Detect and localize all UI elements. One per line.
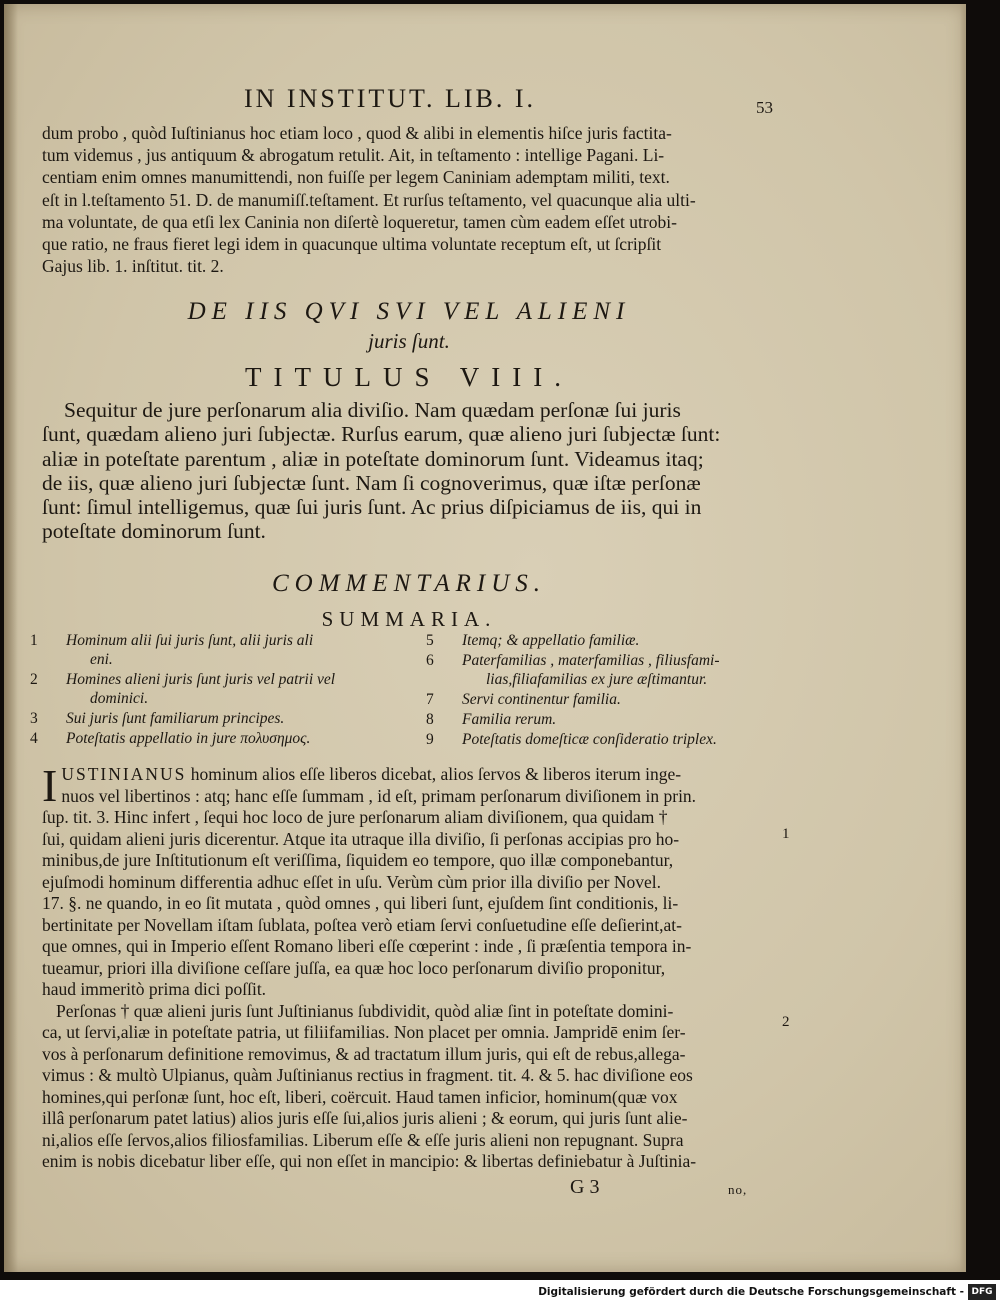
book-page xyxy=(4,4,966,1272)
summary-line: lias,filiafamilias ex jure æſtimantur. xyxy=(486,671,708,688)
text-line: que ratio, ne fraus fieret legi idem in quacunque ultima voluntate receptum eſt, ut ſcripſit xyxy=(42,234,662,255)
catchword: no, xyxy=(728,1182,748,1197)
text-line: ſui, quidam alieni juris dicerentur. Atque ita utraque illa diviſio, ſi perſonas accipias pro ho- xyxy=(42,828,680,849)
text-line: vos à perſonarum definitione removimus, & ad tractatum illum juris, qui eſt de rebus,allega- xyxy=(42,1043,686,1064)
summary-text: Servi continentur familia. xyxy=(462,691,621,708)
intro-paragraph xyxy=(42,122,776,277)
section-title: DE IIS QVI SVI VEL ALIENI xyxy=(187,298,631,325)
summary-item xyxy=(422,730,782,749)
summary-number: 7 xyxy=(426,691,434,708)
text-fragment: hominum alios eſſe liberos dicebat, alios ſervos & liberos iterum inge- xyxy=(186,764,682,784)
text-line: vimus : & multò Ulpianus, quàm Juſtinianus rectius in fragment. tit. 4. & 5. hac diviſione eos xyxy=(42,1065,693,1085)
summaria-left-column xyxy=(26,631,386,749)
drop-cap: I xyxy=(42,760,58,811)
text-line: bertinitate per Novellam iſtam ſublata, poſtea verò etiam ſervi conſuetudine eſſe deſierint,at- xyxy=(42,914,682,935)
text-line: aliæ in poteſtate parentum , aliæ in poteſtate dominorum ſunt. Videamus itaq; xyxy=(42,446,704,471)
signature-mark: G 3 xyxy=(570,1176,600,1198)
text-line: ma voluntate, de qua etſi lex Caninia non diſertè loqueretur, tamen cùm eadem eſſet utrobi- xyxy=(42,211,677,232)
page-edge-shadow xyxy=(960,4,966,1272)
summary-number: 9 xyxy=(426,731,434,748)
summary-line: dominici. xyxy=(90,690,149,707)
text-line: homines,qui perſonæ ſunt, hoc eſt, liberi, coërcuit. Haud tamen inficior, hominum(quæ vox xyxy=(42,1086,678,1107)
section-subtitle: juris ſunt. xyxy=(368,329,450,353)
summaria-right-column xyxy=(422,631,782,750)
summary-item xyxy=(422,690,782,709)
summary-text: Poteſtatis appellatio in jure πολυσημος. xyxy=(66,730,311,747)
text-line: tueamur, priori illa diviſione ceſſare juſſa, ea quæ hoc loco perſonarum diviſio proponitur, xyxy=(42,957,666,978)
summaria-heading: SUMMARIA. xyxy=(321,607,497,631)
summary-number: 2 xyxy=(30,671,38,688)
text-line: ſunt: ſimul intelligemus, quæ ſui juris ſunt. Ac prius diſpiciamus de iis, qui in xyxy=(42,495,702,520)
text-line: 17. §. ne quando, in eo ſit mutata , quòd omnes , qui liberi ſunt, ejuſdem ſint conditionis, li- xyxy=(42,893,679,913)
text-line: minibus,de jure Inſtitutionum eſt veriſſima, ſiquidem eo tempore, quo illæ componebantur, xyxy=(42,850,674,870)
summary-item xyxy=(422,651,782,689)
text-line: dum probo , quòd Iuſtinianus hoc etiam loco , quod & alibi in elementis hiſce juris factita- xyxy=(42,123,672,143)
summary-text: Familia rerum. xyxy=(462,711,557,728)
commentary-heading: COMMENTARIUS. xyxy=(271,570,547,597)
summary-line: Paterfamilias , materfamilias , filiusfami- xyxy=(462,652,720,669)
summary-item xyxy=(26,670,386,708)
text-line: que omnes, qui in Imperio eſſent Romano liberi eſſe cœperint : inde , ſi præſentia tempora in- xyxy=(42,936,692,956)
summary-item xyxy=(26,631,386,669)
text-line: enim is nobis dicebatur liber eſſe, qui non eſſet in mancipio: & libertas definiebatur à Juſtinia- xyxy=(42,1151,697,1171)
text-line: nuos vel libertinos : atq; hanc eſſe ſummam , id eſt, primam perſonarum diviſionem in prin. xyxy=(61,785,697,806)
page-number: 53 xyxy=(756,98,773,117)
summary-line: Hominum alii ſui juris ſunt, alii juris ali xyxy=(66,632,314,649)
summary-item xyxy=(422,631,782,650)
summary-text xyxy=(66,631,386,669)
text-line: illâ perſonarum patet latius) alios juris eſſe ſui,alios juris alieni ; & eorum, qui juris ſunt alie- xyxy=(42,1108,688,1128)
summary-text: Sui juris ſunt familiarum principes. xyxy=(66,710,285,727)
text-line xyxy=(61,764,776,786)
summary-number: 1 xyxy=(30,632,38,649)
text-line: ni,alios eſſe ſervos,alios filiosfamilias. Liberum eſſe & eſſe juris alieni non repugnant. Supra xyxy=(42,1129,684,1150)
text-line: ca, ut ſervi,aliæ in poteſtate patria, ut filiifamilias. Non placet per omnia. Jampridē enim ſer- xyxy=(42,1022,686,1042)
summary-text: Poteſtatis domeſticæ conſideratio triplex. xyxy=(462,731,717,748)
text-line: ſunt, quædam alieno juri ſubjectæ. Rurſus earum, quæ alieno juri ſubjectæ ſunt: xyxy=(42,422,721,447)
summary-text xyxy=(462,651,782,689)
digitization-footer xyxy=(0,1280,1000,1305)
page-spine-shadow xyxy=(4,4,18,1272)
text-line: Gajus lib. 1. inſtitut. tit. 2. xyxy=(42,256,224,277)
text-line: Sequitur de jure perſonarum alia diviſio. Nam quædam perſonæ ſui juris xyxy=(64,398,681,422)
running-head: IN INSTITUT. LIB. I. xyxy=(244,84,537,113)
lex-paragraph xyxy=(42,398,776,544)
text-line: tum videmus , jus antiquum & abrogatum retulit. Ait, in teſtamento : intellige Pagani. Li- xyxy=(42,145,665,166)
summary-item xyxy=(422,710,782,729)
funding-credit: Digitalisierung gefördert durch die Deutsche Forschungsgemeinschaft - xyxy=(538,1286,964,1298)
summary-text xyxy=(66,670,386,708)
summary-number: 6 xyxy=(426,652,434,669)
summary-line: Homines alieni juris ſunt juris vel patrii vel xyxy=(66,671,336,688)
summary-line: eni. xyxy=(90,651,113,668)
summary-item xyxy=(26,709,386,728)
text-line: eſt in l.teſtamento 51. D. de manumiſſ.teſtament. Et rurſus teſtamento, vel quacunque alia ulti- xyxy=(42,189,696,210)
summary-number: 8 xyxy=(426,711,434,728)
text-line: de iis, quæ alieno juri ſubjectæ ſunt. Nam ſi cognoverimus, quæ iſtæ perſonæ xyxy=(42,470,701,495)
text-line: ſup. tit. 3. Hinc infert , ſequi hoc loco de jure perſonarum aliam diviſionem, qua quidam † xyxy=(42,807,668,827)
titulus-heading: TITULUS VIII. xyxy=(245,362,573,392)
text-line: Perſonas † quæ alieni juris ſunt Juſtinianus ſubdividit, quòd aliæ ſint in poteſtate domini- xyxy=(56,1000,674,1021)
summary-item xyxy=(26,729,386,748)
text-line: haud immeritò prima dici poſſit. xyxy=(42,979,267,999)
text-line: ejuſmodi hominum differentia adhuc eſſet in uſu. Verùm cùm prior illa diviſio per Novel. xyxy=(42,871,662,892)
dfg-logo: DFG xyxy=(968,1284,996,1300)
first-word: USTINIANUS xyxy=(61,764,187,784)
margin-note-1: 1 xyxy=(782,826,790,842)
margin-note-2: 2 xyxy=(782,1014,790,1030)
commentary-body xyxy=(42,760,776,1173)
summary-text: Itemq; & appellatio familiæ. xyxy=(462,632,640,649)
summary-number: 5 xyxy=(426,632,434,649)
summary-number: 3 xyxy=(30,710,38,727)
summary-number: 4 xyxy=(30,730,38,747)
text-line: poteſtate dominorum ſunt. xyxy=(42,519,266,544)
text-line: centiam enim omnes manumittendi, non fuiſſe per legem Caniniam ademptam militi, text. xyxy=(42,167,670,188)
